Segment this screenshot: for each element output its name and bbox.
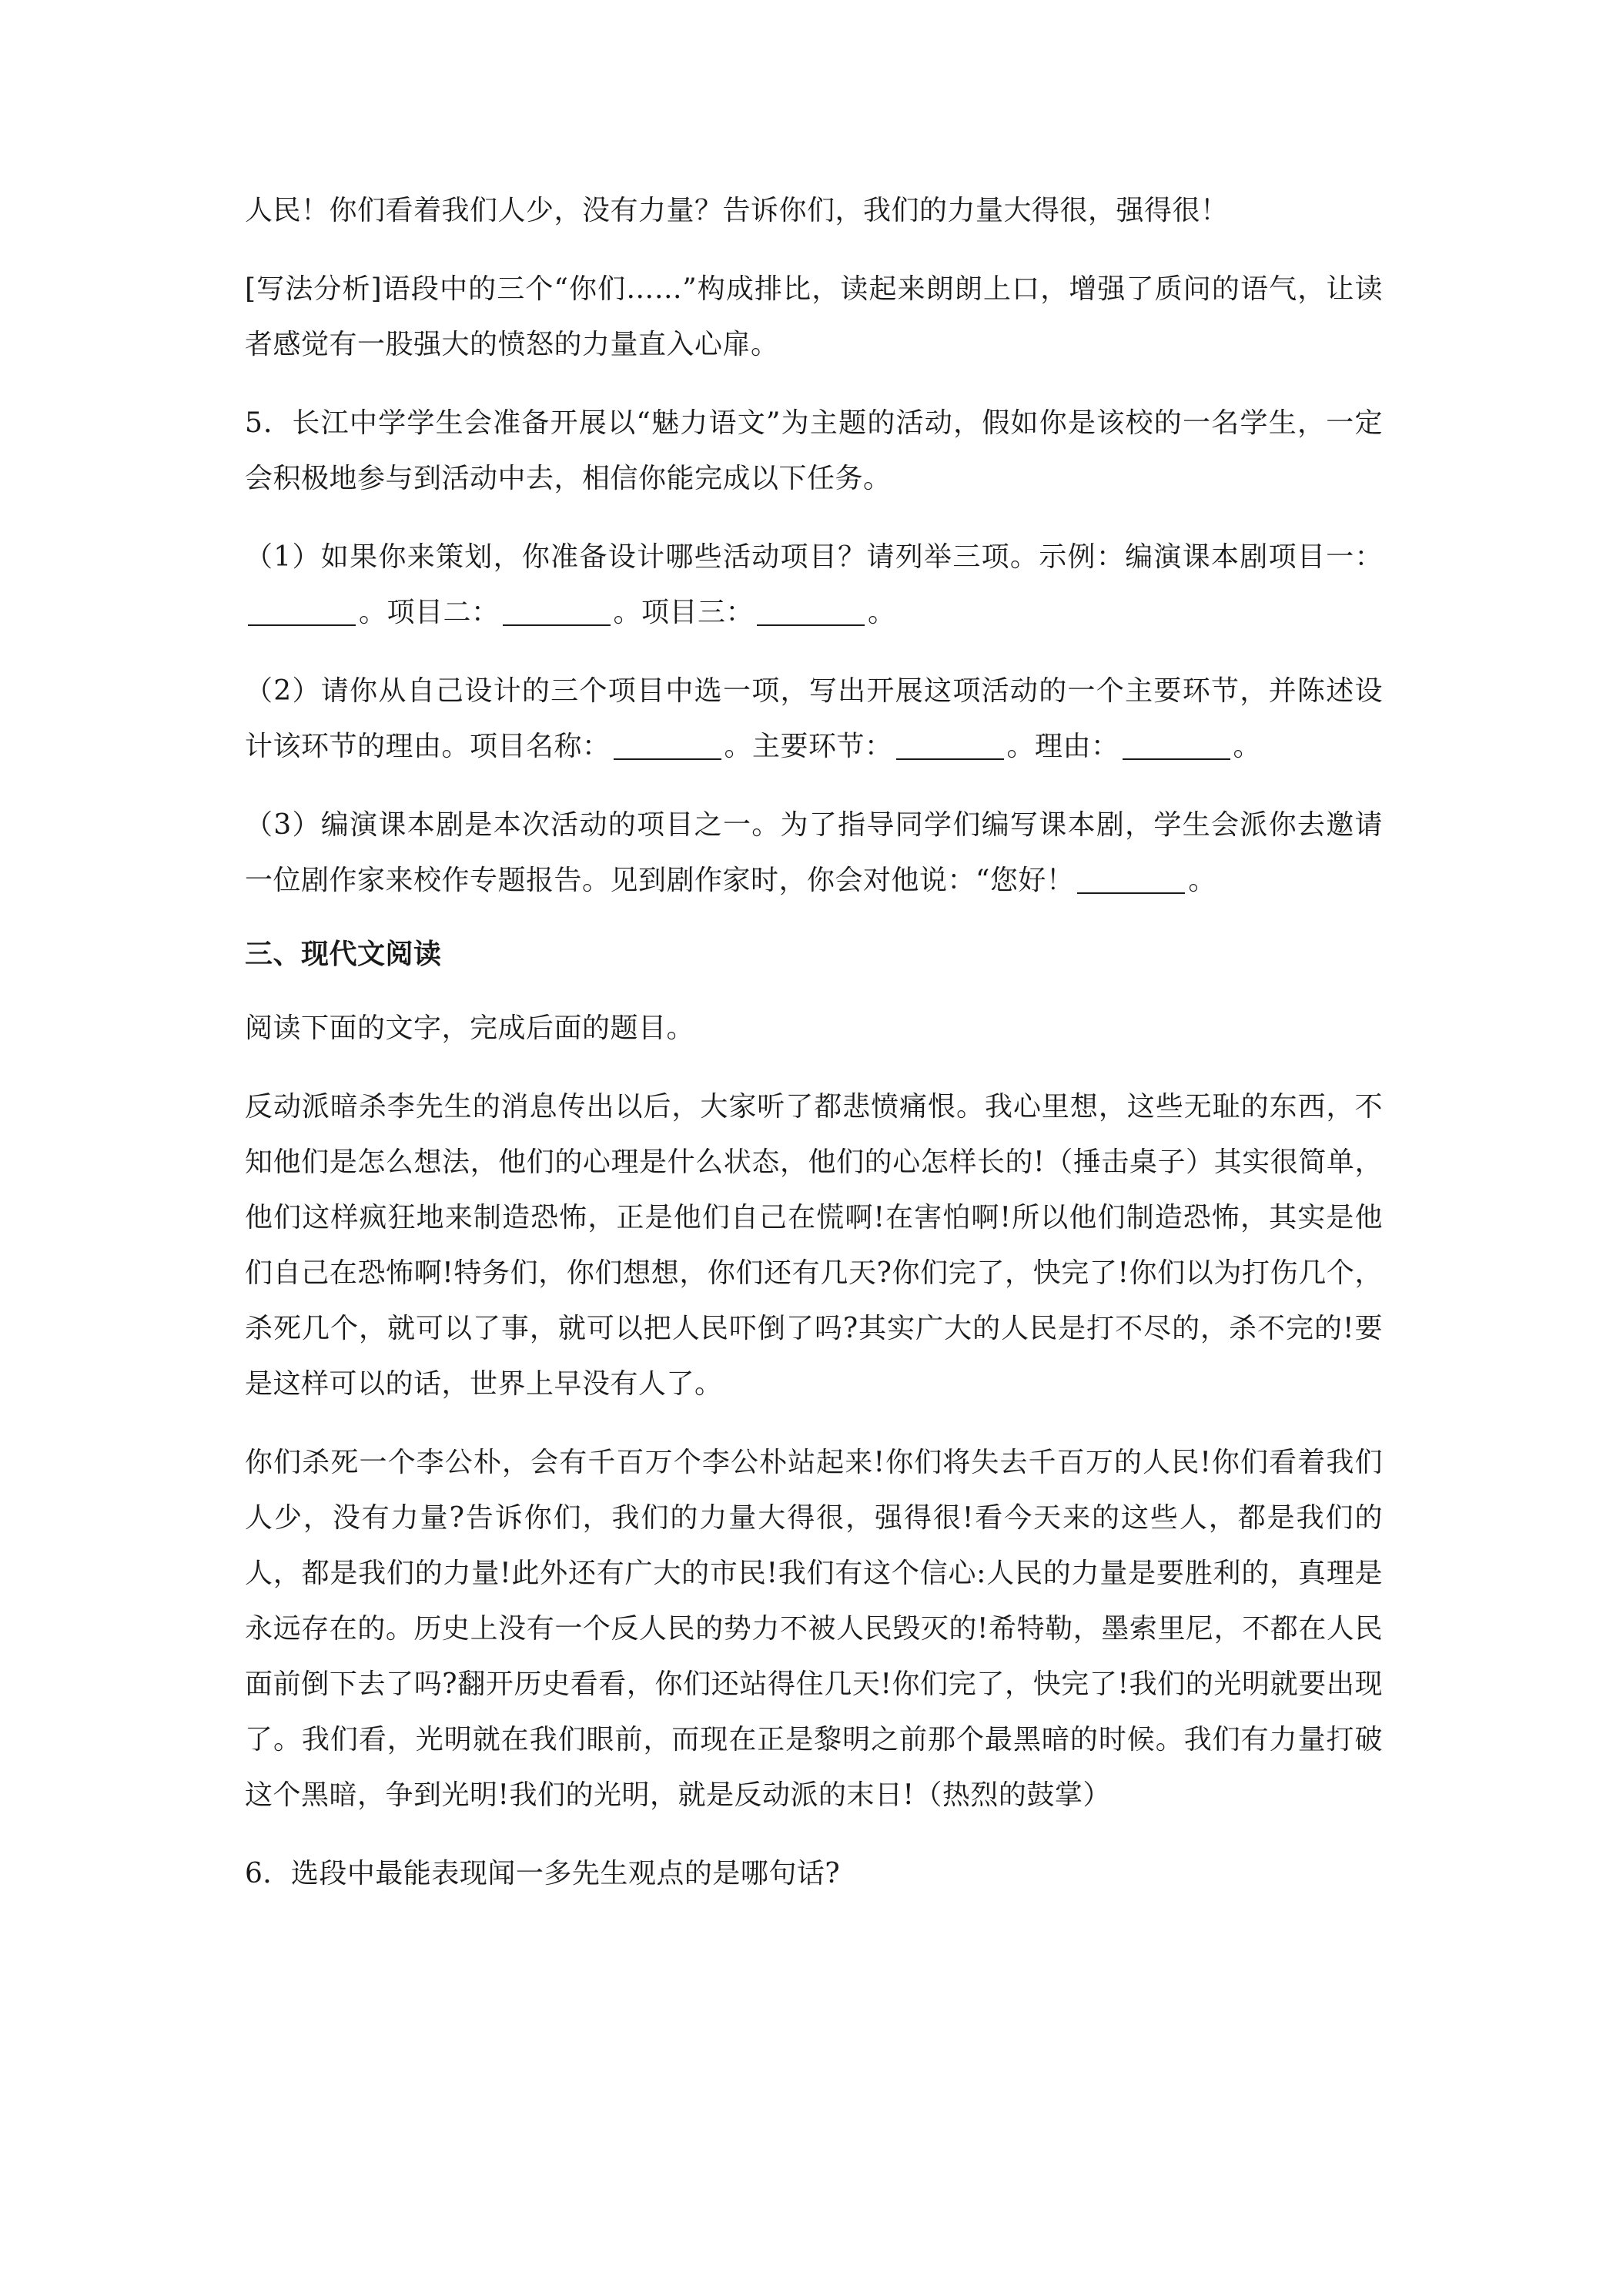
answer-blank[interactable] (1077, 865, 1185, 894)
question-5-2-text: （2）请你从自己设计的三个项目中选一项，写出开展这项活动的一个主要环节，并陈述设计该环节的理由。项目名称： (245, 675, 1383, 762)
question-5-3: （3）编演课本剧是本次活动的项目之一。为了指导同学们编写课本剧，学生会派你去邀请一位剧作家来校作专题报告。见到剧作家时，你会对他说：“您好！ 。 (245, 809, 1383, 896)
reading-passage-paragraph-2: 你们杀死一个李公朴，会有千百万个李公朴站起来!你们将失去千百万的人民!你们看着我们人少，没有力量?告诉你们，我们的力量大得很，强得很!看今天来的这些人，都是我们的人，都是我们的力量!此外还有广大的市民!我们有这个信心:人民的力量是要胜利的，真理是永远存在的。历史上没有一个反人民的势力不被人民毁灭的!希特勒，墨索里尼，不都在人民面前倒下去了吗?翻开历史看看，你们还站得住几天!你们完了，快完了!我们的光明就要出现了。我们看，光明就在我们眼前，而现在正是黎明之前那个最黑暗的时候。我们有力量打破这个黑暗，争到光明!我们的光明，就是反动派的末日!（热烈的鼓掌） (245, 1447, 1383, 1811)
question-5: 5．长江中学学生会准备开展以“魅力语文”为主题的活动，假如你是该校的一名学生，一定会积极地参与到活动中去，相信你能完成以下任务。 (245, 407, 1383, 494)
question-5-1-text: （1）如果你来策划，你准备设计哪些活动项目？请列举三项。示例：编演课本剧项目一： (245, 541, 1383, 573)
answer-blank[interactable] (896, 731, 1004, 760)
answer-blank[interactable] (248, 597, 356, 626)
answer-blank[interactable] (503, 597, 611, 626)
question-5-1: （1）如果你来策划，你准备设计哪些活动项目？请列举三项。示例：编演课本剧项目一：。项目二： 。项目三： 。 (245, 541, 1383, 628)
answer-blank[interactable] (614, 731, 721, 760)
answer-blank[interactable] (1123, 731, 1230, 760)
answer-blank[interactable] (757, 597, 865, 626)
section-heading: 三、现代文阅读 (245, 939, 442, 970)
reading-passage-paragraph-1: 反动派暗杀李先生的消息传出以后，大家听了都悲愤痛恨。我心里想，这些无耻的东西，不知他们是怎么想法，他们的心理是什么状态，他们的心怎样长的!（捶击桌子）其实很简单，他们这样疯狂地来制造恐怖，正是他们自己在慌啊!在害怕啊!所以他们制造恐怖，其实是他们自己在恐怖啊!特务们，你们想想，你们还有几天?你们完了，快完了!你们以为打伤几个，杀死几个，就可以了事，就可以把人民吓倒了吗?其实广大的人民是打不尽的，杀不完的!要是这样可以的话，世界上早没有人了。 (245, 1091, 1383, 1400)
question-6: 6．选段中最能表现闻一多先生观点的是哪句话? (245, 1858, 841, 1889)
passage-fragment: 人民！你们看着我们人少，没有力量？告诉你们，我们的力量大得很，强得很！ (245, 195, 1229, 226)
question-5-3-text: （3）编演课本剧是本次活动的项目之一。为了指导同学们编写课本剧，学生会派你去邀请一位剧作家来校作专题报告。见到剧作家时，你会对他说：“您好！ (245, 809, 1383, 896)
document-page (245, 183, 1383, 1902)
reading-instruction: 阅读下面的文字，完成后面的题目。 (245, 1012, 695, 1044)
question-5-2: （2）请你从自己设计的三个项目中选一项，写出开展这项活动的一个主要环节，并陈述设计该环节的理由。项目名称： 。主要环节： 。理由： 。 (245, 675, 1383, 762)
writing-analysis: [写法分析]语段中的三个“你们……”构成排比，读起来朗朗上口，增强了质问的语气，让读者感觉有一股强大的愤怒的力量直入心扉。 (245, 273, 1383, 360)
